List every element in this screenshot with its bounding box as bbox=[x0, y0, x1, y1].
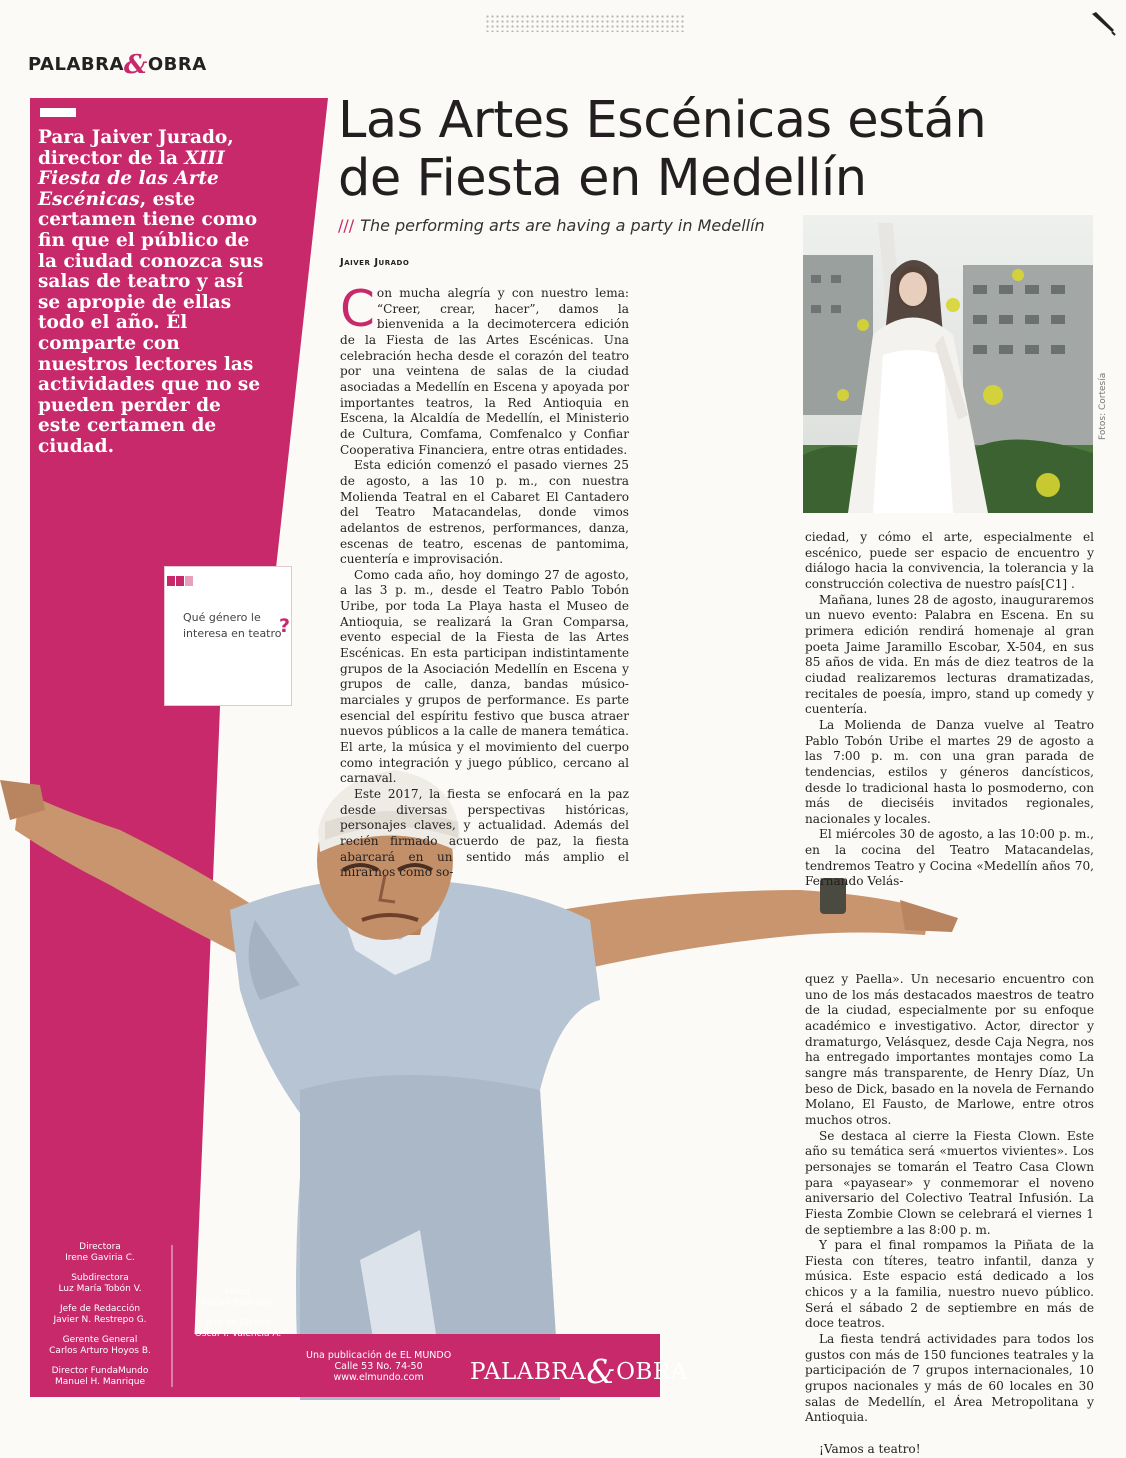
masthead-right: OBRA bbox=[147, 54, 207, 75]
staff-directora: Directora Irene Gaviria C. bbox=[65, 1242, 135, 1263]
publication-info bbox=[306, 1350, 451, 1383]
masthead-amp: & bbox=[123, 50, 148, 80]
publication-website[interactable]: www.elmundo.com bbox=[333, 1372, 424, 1383]
paragraph-11: Y para el final rompamos la Piñata de la Fiesta con títeres, teatro infantil, danza y música. Este espacio está dedicado a los chicos y a la familia, nuestro nuevo público. Será el sábado 2 de septiembre en más de doce teatros. bbox=[805, 1238, 1094, 1331]
top-dot-pattern bbox=[485, 14, 685, 32]
article-subtitle bbox=[338, 216, 765, 235]
paragraph-6: Mañana, lunes 28 de agosto, inauguraremos un nuevo evento: Palabra en Escena. En su primera edición rendirá homenaje al gran poeta Jaime Jaramillo Escobar, X-504, en sus 85 años de vida. En más de diez teatros de la ciudad realizaremos lecturas dramatizadas, recitales de poesía, impro, stand up comedy y cuentería. bbox=[805, 592, 1094, 717]
survey-box[interactable] bbox=[151, 566, 292, 706]
headline-line-2: de Fiesta en Medellín bbox=[338, 149, 867, 208]
masthead-left: PALABRA bbox=[28, 54, 124, 75]
performer-photo bbox=[803, 215, 1093, 513]
staff-subdirectora: Subdirectora Luz María Tobón V. bbox=[58, 1273, 142, 1294]
paragraph-12: La fiesta tendrá actividades para todos los gustos con más de 150 funciones teatrales y la participación de 7 grupos internacionales, 10 grupos nacionales y más de 60 locales en 30 salas de Medellín, el Área Metropolitana y Antioquia. bbox=[805, 1332, 1094, 1425]
paragraph-9: quez y Paella». Un necesario encuentro con uno de los más destacados maestros de teatro de la ciudad, especialmente por su enfoque académico e investigativo. Actor, director y dramaturgo, Velásquez, desde Caja Negra, nos ha entregado importantes montajes como La sangre más transparente, de Henry Díaz, Un beso de Dick, basado en la novela de Fernando Molano, El Fausto, de Marlowe, entre otros muchos otros. bbox=[805, 972, 1094, 1127]
footer-logo bbox=[470, 1352, 688, 1391]
paragraph-2: Esta edición comenzó el pasado viernes 25 de agosto, a las 10 p. m., con nuestra Molienda Teatral en el Cabaret El Cantadero del Teatro Matacandelas, donde vimos adelantos de estrenos, performances, danza, escenas de teatro, escenas de pantomima, cuentería e improvisación. bbox=[340, 458, 629, 567]
paragraph-4: Este 2017, la fiesta se enfocará en la paz desde diversas perspectivas históricas, personajes claves, y actualidad. Además del recién firmado acuerdo de paz, la fiesta abarcará en un sentido más amplio el mirarnos como so- bbox=[340, 787, 629, 880]
staff-editor: Editor Adrian Buitrago. bbox=[201, 1287, 275, 1308]
paragraph-5: ciedad, y cómo el arte, especialmente el escénico, puede ser espacio de encuentro y diálogo hacia la convivencia, la tolerancia y la construcción colectiva de nuestro país[C1] . bbox=[805, 530, 1094, 591]
publication-line1: Una publicación de EL MUNDO bbox=[306, 1350, 452, 1361]
subtitle-text: The performing arts are having a party in Medellín bbox=[360, 216, 765, 235]
footer-logo-right: OBRA bbox=[616, 1359, 688, 1385]
paragraph-8: El miércoles 30 de agosto, a las 10:00 p. m., en la cocina del Teatro Matacandelas, tendremos Teatro y Cocina «Medellín años 70, Fernando Velás- bbox=[805, 827, 1094, 889]
article-column-2-bottom bbox=[805, 972, 1094, 1458]
pen-icon bbox=[1090, 10, 1116, 36]
closing-line: ¡Vamos a teatro! bbox=[819, 1442, 921, 1457]
survey-question-line2: interesa en teatro bbox=[183, 627, 282, 640]
subtitle-slashes: /// bbox=[338, 216, 355, 235]
photo-credit: Fotos: Cortesía bbox=[1098, 372, 1108, 440]
survey-bars-icon bbox=[167, 571, 194, 590]
publication-line2: Calle 53 No. 74-50 bbox=[334, 1361, 423, 1372]
headline-line-1: Las Artes Escénicas están bbox=[338, 91, 987, 150]
staff-director-fundamundo: Director FundaMundo Manuel H. Manrique bbox=[51, 1366, 149, 1387]
paragraph-10: Se destaca al cierre la Fiesta Clown. Este año su temática será «muertos vivientes». Los personajes se tomarán el Teatro Casa Clown para «payasear» y conmemorar el noveno aniversario del Colectivo Teatral Infusión. La Fiesta Zombie Clown se celebrará el viernes 1 de septiembre a las 8:00 p. m. bbox=[805, 1128, 1094, 1237]
article-headline bbox=[338, 92, 1098, 208]
lead-quote-event-name: XIII Fiesta de las Arte Escénicas bbox=[38, 147, 225, 210]
sidebar-dash bbox=[40, 108, 76, 117]
staff-left bbox=[40, 1242, 160, 1397]
paragraph-7: La Molienda de Danza vuelve al Teatro Pablo Tobón Uribe el martes 29 de agosto a las 7:00 p. m. con una gran parada de tendencias, estilos y géneros dancísticos, desde lo tradicional hasta lo posmoderno, con más de dieciséis invitados regionales, nacionales y locales. bbox=[805, 717, 1094, 826]
staff-jefe-diseno: Jefe de Diseño Óscar I. Valencia A. bbox=[194, 1318, 282, 1339]
dropcap: C bbox=[340, 280, 375, 338]
article-column-2-top bbox=[805, 530, 1094, 890]
paragraph-3: Como cada año, hoy domingo 27 de agosto, a las 3 p. m., desde el Teatro Pablo Tobón Uribe, por toda La Playa hasta el Museo de Antioquia, se realizará la Gran Comparsa, evento especial de la Fiesta de las Artes Escénicas. En esta participan indistintamente grupos de la Asociación Medellín en Escena y grupos de calle, danza, bandas músico-marciales y grupos de performance. Es parte esencial del espíritu festivo que busca atraer nuevos públicos a la calle de manera temática. El arte, la música y el movimiento del cuerpo como integración y juego público, cercano al carnaval. bbox=[340, 567, 629, 786]
survey-open-question-mark: ¿ bbox=[151, 619, 163, 641]
staff-jefe-redaccion: Jefe de Redacción Javier N. Restrepo G. bbox=[53, 1304, 147, 1325]
article-byline: Jaiver Jurado bbox=[340, 257, 410, 268]
lead-quote-part-3: , este certamen tiene como fin que el público de la ciudad conozca sus salas de teatro y así se apropie de ellas todo el año. Él comparte con nuestros lectores las actividades que no se pueden perder de este certamen de ciudad. bbox=[38, 188, 264, 457]
footer-logo-left: PALABRA bbox=[470, 1359, 587, 1385]
masthead-logo bbox=[28, 50, 207, 80]
lead-quote bbox=[38, 128, 266, 458]
footer-logo-amp: & bbox=[586, 1352, 617, 1391]
staff-right bbox=[178, 1287, 298, 1349]
lead-quote-part-1: Para Jaiver Jurado, director de la bbox=[38, 127, 234, 169]
paragraph-1: Con mucha alegría y con nuestro lema: “Creer, crear, hacer”, damos la bienvenida a la decimotercera edición de la Fiesta de las Artes Escénicas. Una celebración hecha desde el corazón del teatro por una veintena de salas de la ciudad asociadas a Medellín en Escena y apoyada por importantes teatros, la Red Antioquia en Escena, la Alcaldía de Medellín, el Ministerio de Cultura, Comfama, Comfenalco y Confiar Cooperativa Financiera, entre otras entidades. bbox=[340, 280, 629, 457]
article-column-1 bbox=[340, 280, 629, 881]
survey-close-question-mark: ? bbox=[279, 615, 291, 637]
survey-question-line1: Qué género le bbox=[183, 611, 261, 624]
staff-gerente: Gerente General Carlos Arturo Hoyos B. bbox=[49, 1335, 151, 1356]
